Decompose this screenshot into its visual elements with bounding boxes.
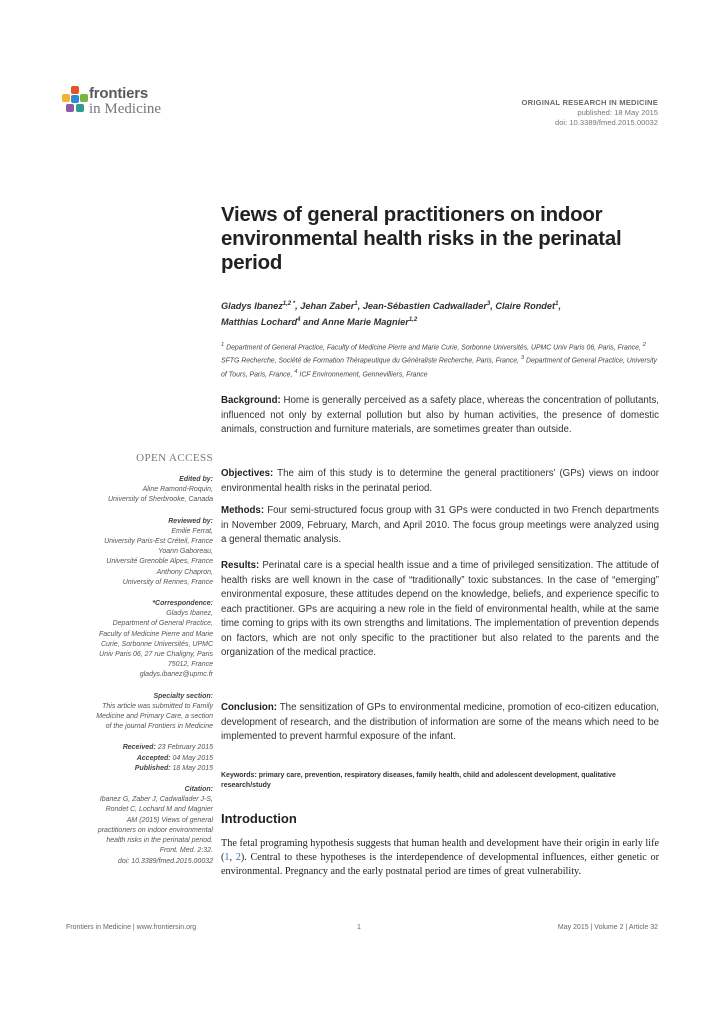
author-name[interactable]: , Jehan Zaber bbox=[295, 301, 355, 312]
dates bbox=[38, 743, 213, 774]
editor-affiliation: University of Sherbrooke, Canada bbox=[107, 496, 213, 504]
open-access-label: OPEN ACCESS bbox=[136, 452, 213, 464]
author-affil: 4 bbox=[297, 316, 301, 323]
correspondence-line: Faculty of Medicine Pierre and Marie bbox=[99, 630, 213, 638]
edited-by bbox=[38, 475, 213, 506]
citation bbox=[38, 785, 213, 867]
affil-number: 2 bbox=[642, 342, 646, 348]
correspondence-line: 75012, France bbox=[167, 661, 213, 669]
affil-text: Department of General Practice, Faculty of Medicine Pierre and Marie Curie, Sorbonne Universités, UPMC Univ Paris 06, Paris, France, bbox=[224, 344, 643, 352]
journal-brand: frontiers bbox=[89, 85, 149, 102]
reviewer-affiliation: Université Grenoble Alpes, France bbox=[106, 558, 213, 566]
info-label: Received: bbox=[122, 744, 156, 752]
author-affil: 1,2 * bbox=[282, 301, 296, 307]
author-separator: , bbox=[558, 301, 561, 312]
info-label: Specialty section: bbox=[153, 692, 213, 700]
section-text: The aim of this study is to determine the general practitioners’ (GPs) views on indoor environmental health risks in the perinatal period. bbox=[221, 468, 659, 494]
author-name[interactable]: and Anne Marie Magnier bbox=[300, 316, 409, 327]
correspondence bbox=[38, 599, 213, 681]
section-text: The sensitization of GPs to environmental medicine, promotion of eco-citizen education, development of research, and the distribution of information are some of the means which need to be implemented to prevent harmful exposure of the infant. bbox=[221, 702, 659, 742]
reference-link[interactable]: 2 bbox=[235, 852, 241, 863]
author-affil: 3 bbox=[486, 301, 491, 307]
author-affil: 1 bbox=[354, 301, 358, 307]
section-label: Methods: bbox=[221, 505, 265, 516]
affil-text: ICF Environnement, Gennevilliers, France bbox=[297, 370, 428, 378]
article-header bbox=[522, 98, 658, 128]
introduction-heading: Introduction bbox=[221, 811, 297, 826]
citation-line: Ibanez G, Zaber J, Cadwallader J-S, bbox=[99, 796, 213, 804]
introduction-text bbox=[221, 837, 659, 879]
received-date: 23 February 2015 bbox=[155, 744, 213, 752]
author-name[interactable]: , Claire Rondet bbox=[490, 301, 556, 312]
journal-subtitle: in Medicine bbox=[89, 101, 162, 117]
reviewer-name[interactable]: Yoann Gaboreau, bbox=[158, 548, 213, 556]
journal-logo bbox=[62, 86, 192, 126]
citation-line: Front. Med. 2:32. bbox=[159, 847, 213, 855]
abstract-background bbox=[221, 394, 659, 438]
info-label: Accepted: bbox=[136, 754, 171, 762]
footer-issue: May 2015 | Volume 2 | Article 32 bbox=[557, 924, 658, 931]
reviewer-affiliation: University Paris-Est Créteil, France bbox=[104, 538, 213, 546]
info-label: Citation: bbox=[184, 786, 213, 794]
abstract-results bbox=[221, 559, 659, 661]
accepted-date: 04 May 2015 bbox=[170, 754, 213, 762]
citation-line: AM (2015) Views of general bbox=[126, 816, 213, 824]
keywords: Keywords: primary care, prevention, respiratory diseases, family health, child and adolescent development, qualitative research/study bbox=[221, 772, 616, 789]
section-label: Objectives: bbox=[221, 468, 274, 479]
affil-text: SFTG Recherche, Société de Formation Thérapeutique du Généraliste Recherche, Paris, France, bbox=[221, 357, 521, 365]
section-text: Home is generally perceived as a safety place, whereas the concentration of pollutants, influenced not only by external pollution but also by human activities, the presence of domestic animals, construction and furniture materials, are sometimes greater than outside. bbox=[221, 395, 659, 435]
affil-text: Department of General Practice, University of Tours, Paris, France, bbox=[221, 357, 657, 378]
section-label: Conclusion: bbox=[221, 702, 277, 713]
reference-link[interactable]: 1 bbox=[224, 852, 230, 863]
published-date-sidebar: 18 May 2015 bbox=[170, 764, 213, 772]
info-label: Reviewed by: bbox=[168, 517, 213, 525]
reviewer-affiliation: University of Rennes, France bbox=[122, 578, 213, 586]
article-type: ORIGINAL RESEARCH IN MEDICINE bbox=[521, 98, 658, 107]
info-label: Edited by: bbox=[179, 476, 213, 483]
correspondence-line: Gladys Ibanez, bbox=[166, 610, 213, 618]
specialty-line: This article was submitted to Family bbox=[102, 702, 213, 710]
intro-text-part: The fetal programing hypothesis suggests that human health and development have their origin in early life ( bbox=[221, 838, 659, 863]
article-title: Views of general practitioners on indoor environmental health risks in the perinatal period bbox=[221, 204, 622, 274]
article-info-sidebar bbox=[38, 475, 213, 878]
section-text: Perinatal care is a special health issue and a time of privileged sensitization. The attitude of health risks are well known in the case of “traditionally” toxic substances. In the case of “emerging” environmental exposure, these attitudes depend on the knowledge, beliefs, and experience specific to each practitioner. GPs are acquiring a new role in the field of environmental health, while at the same time coming to grips with its own strengths and limitations. The implementation of prevention depends on factors, which are not only specific to the practitioner but also related to the parents and the organization of the medical practice. bbox=[221, 560, 659, 658]
reviewer-name[interactable]: Emilie Ferrat, bbox=[171, 527, 213, 535]
affiliations bbox=[221, 340, 661, 380]
author-name[interactable]: Gladys Ibanez bbox=[221, 301, 283, 312]
doi[interactable]: doi: 10.3389/fmed.2015.00032 bbox=[554, 118, 658, 127]
reviewed-by bbox=[38, 517, 213, 588]
author-affil: 1 bbox=[555, 301, 559, 307]
intro-text-part: , bbox=[229, 852, 236, 863]
frontiers-logo-icon bbox=[62, 86, 88, 112]
citation-line: practitioners on indoor environmental bbox=[97, 826, 213, 834]
affil-number: 3 bbox=[520, 355, 525, 362]
section-text: Four semi-structured focus group with 31 GPs were conducted in two French departments in November 2009, February, March, and April 2010. The focus group meetings were analyzed using a general thematic analysis. bbox=[221, 505, 659, 545]
author-affil: 1,2 bbox=[408, 316, 418, 323]
citation-doi[interactable]: doi: 10.3389/fmed.2015.00032 bbox=[118, 857, 213, 865]
author-list bbox=[221, 298, 651, 329]
specialty-line: Medicine and Primary Care, a section bbox=[96, 713, 213, 721]
intro-text-part: ). Central to these hypotheses is the interdependence of developmental influences, either genetic or environmental. Pregnancy and the early postnatal period are times of great vulnerability. bbox=[221, 852, 660, 877]
section-label: Results: bbox=[221, 560, 260, 571]
abstract-conclusion bbox=[221, 701, 659, 745]
published-date: published: 18 May 2015 bbox=[577, 108, 658, 117]
editor-name[interactable]: Aline Ramond-Roquin, bbox=[142, 486, 213, 494]
correspondence-line: Department of General Practice, bbox=[112, 620, 213, 628]
correspondence-line: Curie, Sorbonne Universités, UPMC bbox=[100, 640, 213, 648]
citation-line: health risks in the perinatal period. bbox=[106, 837, 213, 845]
info-label: Published: bbox=[134, 764, 171, 772]
specialty-section bbox=[38, 692, 213, 733]
abstract-objectives bbox=[221, 467, 659, 496]
correspondence-email[interactable]: gladys.ibanez@upmc.fr bbox=[139, 671, 213, 679]
affil-number: 1 bbox=[221, 342, 225, 348]
citation-line: Rondet C, Lochard M and Magnier bbox=[105, 806, 213, 814]
correspondence-line: Univ Paris 06, 27 rue Chaligny, Paris bbox=[99, 651, 213, 659]
affil-number: 4 bbox=[294, 368, 298, 375]
author-name[interactable]: , Jean-Sébastien Cadwallader bbox=[357, 301, 487, 312]
section-label: Background: bbox=[221, 395, 281, 406]
page-number: 1 bbox=[357, 924, 361, 931]
abstract-methods bbox=[221, 504, 659, 548]
reviewer-name[interactable]: Anthony Chapron, bbox=[156, 568, 213, 576]
author-name[interactable]: Matthias Lochard bbox=[221, 316, 298, 327]
specialty-line: of the journal Frontiers in Medicine bbox=[105, 723, 213, 731]
footer-journal[interactable]: Frontiers in Medicine | www.frontiersin.org bbox=[66, 924, 197, 931]
info-label: *Correspondence: bbox=[152, 600, 213, 608]
